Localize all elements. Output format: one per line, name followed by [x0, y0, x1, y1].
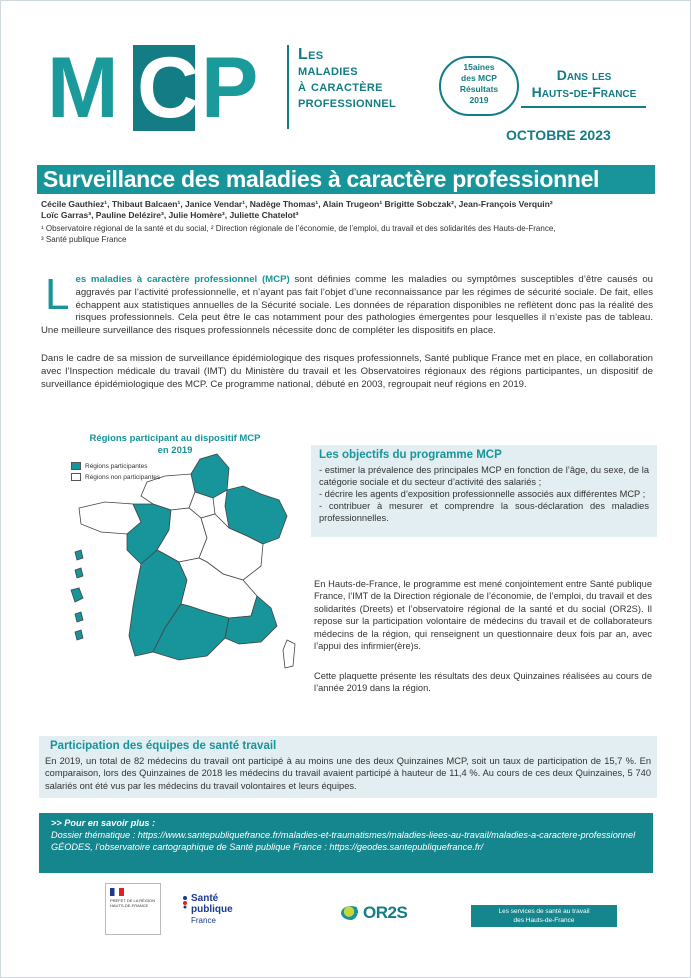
more-info-heading: >> Pour en savoir plus : — [51, 818, 156, 828]
or2s-swirl-icon — [341, 906, 361, 920]
objective-item: - décrire les agents d’exposition professionnelle associés aux différentes MCP ; — [319, 489, 646, 499]
hdf-paragraph-2: Cette plaquette présente les résultats des deux Quinzaines réalisées au cours de l’année 2019 dans la région. — [314, 671, 652, 694]
region-line: Hauts-de-France — [531, 84, 637, 100]
mcp-title — [298, 47, 396, 111]
legend-label: Régions non participantes — [85, 474, 161, 481]
header-divider — [287, 45, 289, 129]
mcp-logo — [41, 39, 279, 133]
legend-swatch — [71, 462, 81, 470]
results-badge — [439, 56, 519, 116]
region-overseas — [71, 588, 83, 602]
badge-line: Résultats — [459, 84, 499, 94]
region-overseas — [75, 612, 83, 622]
legend-item — [71, 461, 160, 472]
objective-item: - contribuer à mesurer et comprendre la sous-déclaration des maladies professionnelles. — [319, 501, 649, 523]
prefet-logo — [105, 883, 161, 935]
region-line: Dans les — [556, 67, 612, 83]
objective-item: - estimer la prévalence des principales MCP en fonction de l’âge, du sexe, de la catégorie sociale et du secteur d’activité des salariés ; — [319, 465, 649, 487]
participation-title: Participation des équipes de santé travail — [50, 740, 277, 752]
affiliations — [41, 223, 661, 245]
footer-logos — [41, 881, 661, 941]
affiliation-line: ³ Santé publique France — [41, 235, 127, 244]
or2s-text: OR2S — [363, 903, 408, 922]
or2s-logo — [341, 903, 407, 923]
objectives-box — [311, 445, 657, 537]
region-overseas — [75, 568, 83, 578]
mcp-title-line: professionnel — [298, 94, 397, 111]
participation-text: En 2019, un total de 82 médecins du travail ont participé à au moins une des deux Quinzaines MCP, soit un taux de participation de 15,7 %. En comparaison, lors des Quinzaines de 2018 les médecins du travail avaient participé à hauteur de 11,4 %. Au cours de ces deux Quinzaines, 5 740 salariés ont été vus par les médecins du travail volontaires et leurs équipes. — [45, 756, 651, 791]
region-label — [519, 67, 649, 101]
sante-travail-logo — [471, 905, 617, 927]
affiliation-line: ¹ Observatoire régional de la santé et du social, ² Direction régionale de l’économie, de l’emploi, du travail et des solidarités des Hauts-de-France, — [41, 224, 556, 233]
intro-lead: es maladies à caractère professionnel (MCP) — [75, 274, 290, 285]
region-bretagne — [79, 502, 141, 534]
intro-paragraph — [41, 270, 653, 338]
map-title-line: Régions participant au dispositif MCP — [89, 433, 261, 444]
authors — [41, 199, 661, 221]
logo-letter-m: M — [47, 40, 119, 133]
intro-text: sont définies comme les maladies ou symptômes susceptibles d’être causés ou aggravés par l’activité professionnelle, et n’ayant pas fait l’objet d’une reconnaissance par les régimes de sécurité sociale. De fait, elles échappent aux statistiques annuelles de la Sécurité sociale. Les données de réparation disponibles ne reflètent donc pas la réalité des risques professionnels. Cela peut être le cas notamment pour des pathologies émergentes pour lesquelles il n’existe pas de tableau. Une meilleure surveillance des risques professionnels nécessite donc de compléter les dispositifs en place. — [41, 274, 653, 337]
st-line: Les services de santé au travail — [498, 908, 590, 915]
mcp-title-line: maladies — [298, 62, 358, 79]
more-info-box — [39, 813, 653, 873]
prefet-text: PRÉFET DE LA RÉGION HAUTS-DE-FRANCE — [110, 898, 156, 908]
logo-letter-c: C — [137, 40, 200, 133]
objectives-title: Les objectifs du programme MCP — [319, 449, 502, 461]
st-line: des Hauts-de-France — [513, 917, 575, 924]
more-info-link[interactable]: Dossier thématique : https://www.santepubliquefrance.fr/maladies-et-traumatismes/maladies-liees-au-travail/maladies-a-caractere-professionnel — [51, 830, 636, 840]
legend-swatch — [71, 473, 81, 481]
mcp-title-line: à caractère — [298, 78, 383, 95]
legend-label: Régions participantes — [85, 463, 148, 470]
mcp-title-line: Les — [298, 46, 324, 63]
map-title-line: en 2019 — [157, 445, 193, 456]
spf-dots-icon — [181, 895, 189, 909]
participation-box — [39, 736, 657, 798]
spf-line: Santé — [191, 893, 219, 904]
intro-paragraph-2: Dans le cadre de sa mission de surveillance épidémiologique des risques professionnels, Santé publique France met en place, en collaboration avec l’Inspection médicale du travail (IMT) du Ministère du travail et les Observatoires régionaux des régions participantes, un dispositif de surveillance épidémiologique des MCP. Ce programme national, débuté en 2003, regroupait neuf régions en 2019. — [41, 353, 653, 390]
publication-date: OCTOBRE 2023 — [506, 127, 611, 143]
logo-letter-p: P — [201, 40, 259, 133]
map-legend — [71, 461, 160, 483]
badge-line: 2019 — [469, 95, 489, 105]
spf-line: publique — [191, 904, 233, 915]
region-hauts-de-france — [191, 454, 229, 498]
region-overseas — [75, 550, 83, 560]
sante-publique-france-logo — [191, 893, 233, 926]
badge-line: 15aines — [463, 62, 495, 72]
spf-line: France — [191, 916, 216, 925]
hdf-paragraph: En Hauts-de-France, le programme est mené conjointement entre Santé publique France, l’IMT de la Direction régionale de l’économie, de l’emploi, du travail et des solidarités (Dreets) et l’observatoire régional de la santé et du social (OR2S). Il repose sur la participation volontaire de médecins du travail et de collaborateurs médecins de la région, qui renseignent un questionnaire deux fois par an, avec l’appui des infirmier(ère)s. — [314, 579, 652, 652]
dropcap: L — [45, 270, 70, 319]
authors-line: Cécile Gauthiez¹, Thibaut Balcaen¹, Janice Vendar¹, Nadège Thomas¹, Alain Trugeon¹ Brigitte Sobczak², Jean-François Verquin² — [41, 199, 553, 209]
region-overseas — [75, 630, 83, 640]
page-title: Surveillance des maladies à caractère professionnel — [37, 165, 655, 194]
legend-item — [71, 472, 160, 483]
authors-line: Loïc Garras³, Pauline Delézire³, Julie Homère³, Juliette Chatelot³ — [41, 210, 299, 220]
more-info-link[interactable]: GÉODES, l’observatoire cartographique de Santé publique France : https://geodes.santepubliquefrance.fr/ — [51, 842, 484, 852]
region-underline — [521, 106, 646, 108]
region-corse — [283, 640, 295, 668]
flag-icon — [110, 888, 124, 896]
mcp-logo-graphic — [41, 39, 279, 133]
badge-line: des MCP — [461, 73, 497, 83]
